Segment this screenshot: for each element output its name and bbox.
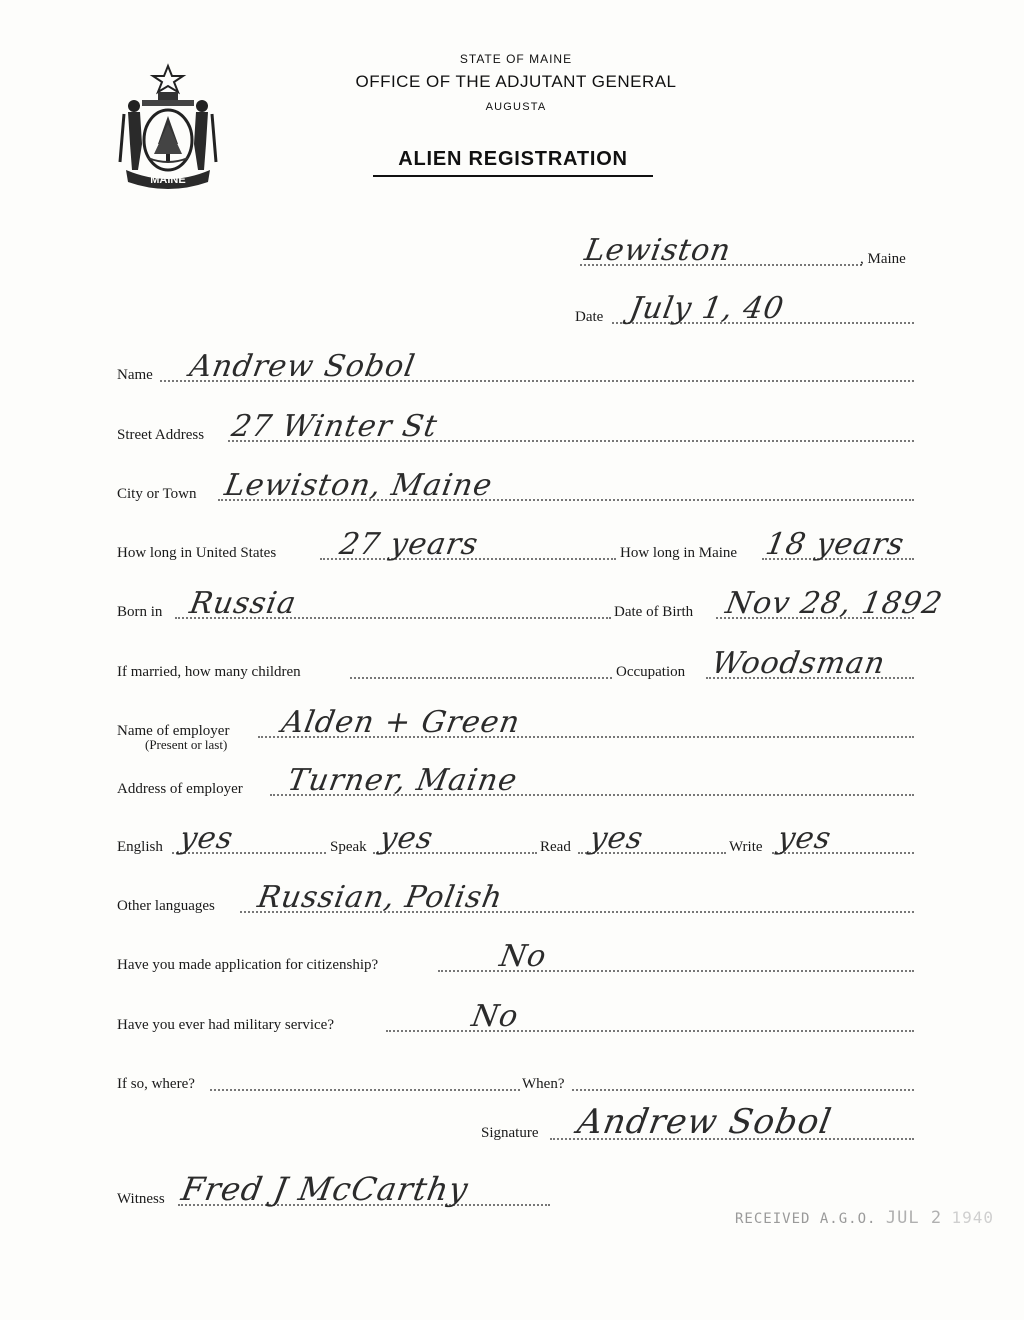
english-label: English	[117, 839, 163, 855]
military-value: No	[468, 999, 522, 1034]
witness-value: Fred J McCarthy	[178, 1170, 472, 1208]
witness-row	[0, 1170, 1024, 1210]
signature-value: Andrew Sobol	[574, 1102, 835, 1142]
date-of-birth-label: Date of Birth	[614, 604, 694, 620]
witness-label: Witness	[117, 1191, 165, 1207]
where-label: If so, where?	[117, 1076, 195, 1092]
children-label: If married, how many children	[117, 664, 301, 680]
citizenship-label: Have you made application for citizenship?	[117, 957, 379, 973]
when-label: When?	[522, 1076, 565, 1092]
received-stamp	[735, 1208, 994, 1228]
stamp-date: JUL 2	[885, 1208, 943, 1228]
city-label: City or Town	[117, 486, 197, 502]
employer-address-row	[0, 763, 1024, 800]
place-row	[0, 233, 1024, 270]
header-city: AUGUSTA	[485, 101, 547, 113]
header-office: OFFICE OF THE ADJUTANT GENERAL	[355, 72, 677, 91]
occupation-label: Occupation	[616, 664, 686, 680]
header-state: STATE OF MAINE	[459, 52, 573, 66]
write-value: yes	[774, 821, 835, 856]
name-row	[0, 349, 1024, 386]
other-languages-label: Other languages	[117, 898, 215, 914]
other-languages-value: Russian, Polish	[254, 880, 506, 915]
read-value: yes	[586, 821, 647, 856]
seal-banner-text: MAINE	[150, 174, 186, 186]
place-suffix: , Maine	[860, 251, 906, 267]
how-long-maine-label: How long in Maine	[620, 545, 738, 561]
other-languages-row	[0, 880, 1024, 917]
street-value: 27 Winter St	[228, 409, 441, 444]
born-in-label: Born in	[117, 604, 163, 620]
born-in-value: Russia	[186, 586, 300, 621]
signature-row	[0, 1102, 1024, 1144]
how-long-us-label: How long in United States	[117, 545, 277, 561]
employer-label: Name of employer	[117, 723, 230, 739]
children-row	[0, 646, 1024, 683]
how-long-row	[0, 527, 1024, 564]
signature-label: Signature	[481, 1125, 539, 1141]
maine-state-seal-icon	[112, 62, 224, 190]
how-long-maine-value: 18 years	[762, 527, 908, 562]
stamp-received: RECEIVED A.G.O.	[735, 1211, 877, 1227]
stamp-year: 1940	[951, 1208, 995, 1227]
city-value: Lewiston, Maine	[221, 468, 496, 503]
city-row	[0, 468, 1024, 505]
how-long-us-value: 27 years	[336, 527, 482, 562]
speak-value: yes	[376, 821, 437, 856]
date-label: Date	[575, 309, 604, 325]
occupation-value: Woodsman	[708, 646, 889, 681]
speak-label: Speak	[330, 839, 367, 855]
military-row	[0, 999, 1024, 1036]
place-value: Lewiston	[581, 233, 734, 268]
write-label: Write	[729, 839, 763, 855]
employer-address-label: Address of employer	[117, 781, 243, 797]
date-of-birth-value: Nov 28, 1892	[722, 586, 946, 621]
date-value: July 1, 40	[626, 291, 787, 326]
street-row	[0, 409, 1024, 446]
date-row	[0, 291, 1024, 328]
english-value: yes	[176, 821, 237, 856]
born-row	[0, 586, 1024, 623]
english-row	[0, 821, 1024, 858]
employer-value: Alden + Green	[278, 705, 523, 740]
name-value: Andrew Sobol	[186, 349, 419, 384]
street-label: Street Address	[117, 427, 205, 443]
employer-sublabel: (Present or last)	[145, 737, 228, 752]
name-label: Name	[117, 367, 153, 383]
citizenship-row	[0, 939, 1024, 976]
where-when-row	[0, 1065, 1024, 1095]
form-title: ALIEN REGISTRATION	[373, 148, 653, 177]
read-label: Read	[540, 839, 571, 855]
military-label: Have you ever had military service?	[117, 1017, 334, 1033]
employer-address-value: Turner, Maine	[284, 763, 521, 798]
citizenship-value: No	[496, 939, 550, 974]
